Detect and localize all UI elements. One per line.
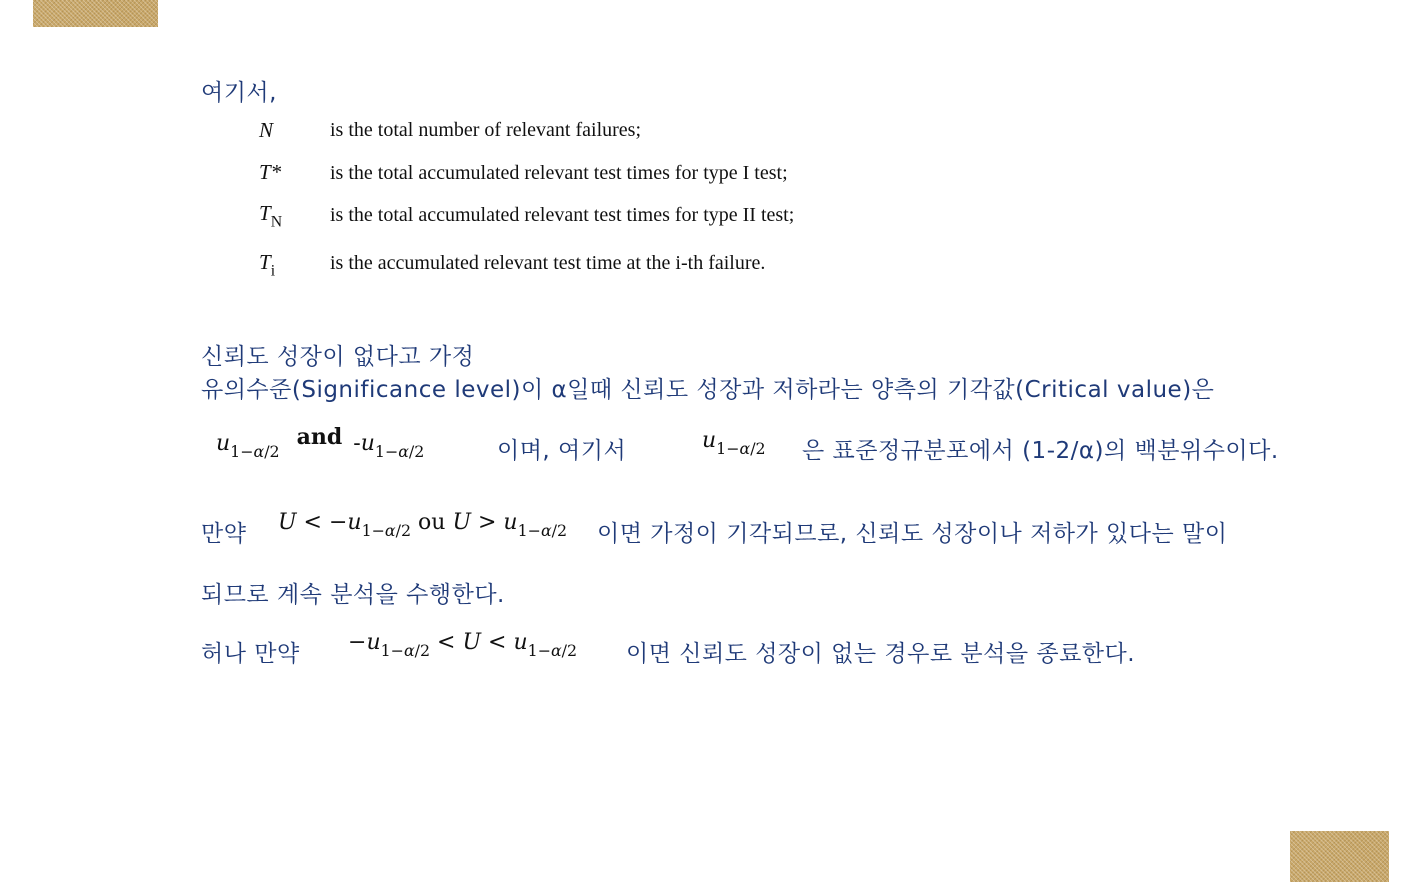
def-symbol-tstar: T* (259, 160, 282, 184)
reject-line-2: 되므로 계속 분석을 수행한다. (201, 582, 505, 608)
def-text-n: is the total number of relevant failures; (330, 119, 642, 141)
hypothesis-text: 신뢰도 성장이 없다고 가정 (201, 344, 475, 370)
accept-suffix: 이면 신뢰도 성장이 없는 경우로 분석을 종료한다. (626, 641, 1136, 667)
def-text-tn: is the total accumulated relevant test times for type II test; (330, 204, 795, 226)
critical-value-formula: $u_{1-\alpha/2}$ and $-u_{1-\alpha/2}$ (216, 424, 425, 462)
reject-condition-formula: $U < -u_{1-\alpha/2}$ ou $U > u_{1-\alpha/2}$ (278, 510, 568, 541)
decorative-bar-top (33, 0, 158, 27)
critical-text-2: 은 표준정규분포에서 (1-2/α)의 백분위수이다. (802, 438, 1279, 464)
def-symbol-ti: $T_i$ (259, 250, 276, 280)
reject-prefix: 만약 (201, 521, 247, 547)
intro-text: 여기서, (201, 80, 277, 106)
accept-prefix: 허나 만약 (201, 641, 300, 667)
critical-text-1: 이며, 여기서 (497, 438, 627, 464)
def-symbol-tn: $T_N$ (259, 201, 283, 231)
reject-suffix: 이면 가정이 기각되므로, 신뢰도 성장이나 저하가 있다는 말이 (597, 521, 1228, 547)
quantile-symbol: $u_{1-\alpha/2}$ (702, 428, 766, 459)
def-text-ti: is the accumulated relevant test time at the i-th failure. (330, 252, 766, 274)
decorative-block-bottom (1290, 831, 1389, 882)
def-text-tstar: is the total accumulated relevant test times for type I test; (330, 162, 788, 184)
significance-text: 유의수준(Significance level)이 α일때 신뢰도 성장과 저하라는 양측의 기각값(Critical value)은 (201, 377, 1215, 403)
accept-condition-formula: $-u_{1-\alpha/2} < U < u_{1-\alpha/2}$ (348, 630, 578, 661)
def-symbol-n: N (259, 118, 274, 142)
